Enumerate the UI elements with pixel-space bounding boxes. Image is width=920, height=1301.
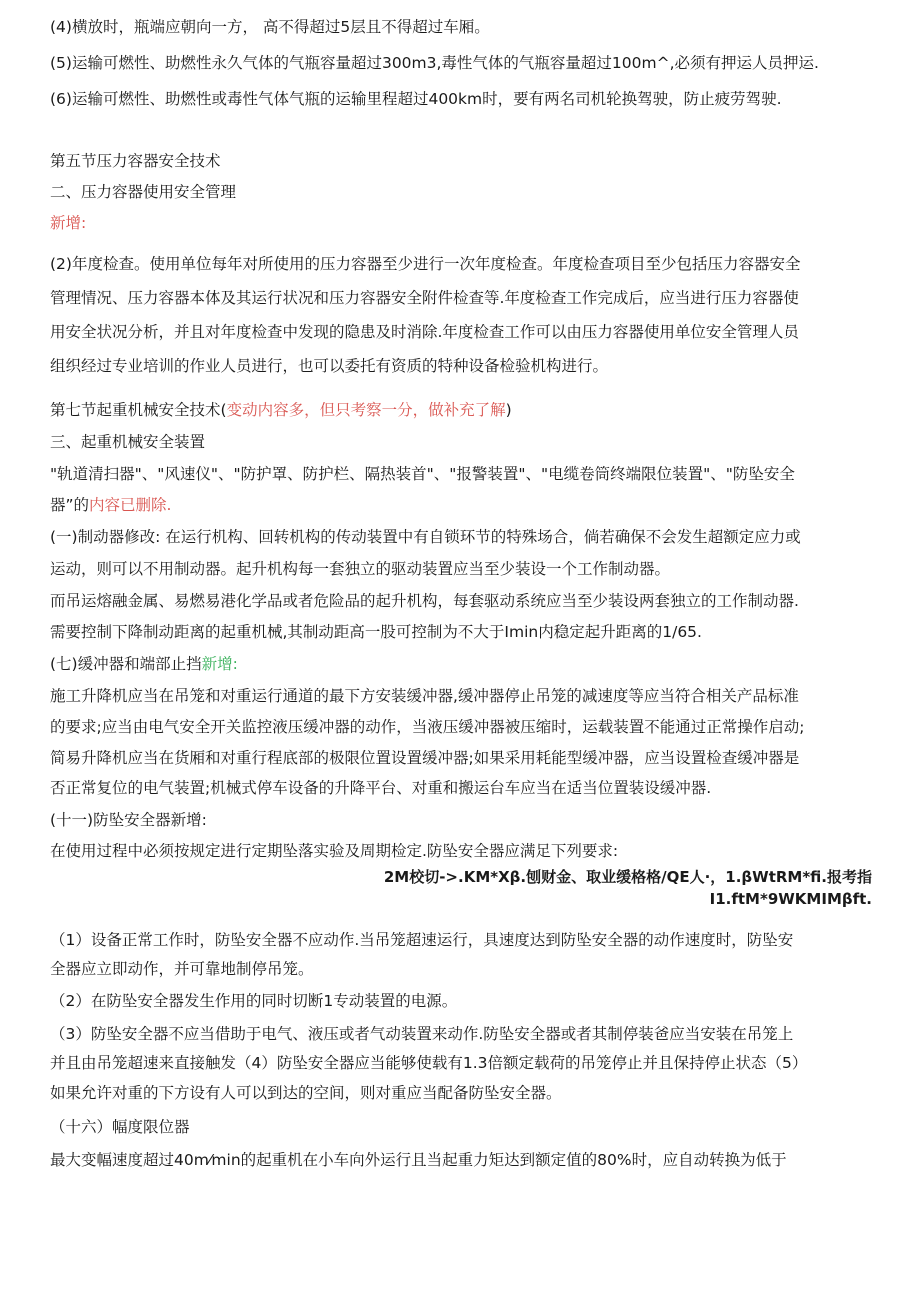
text-line: 用安全状况分析，并且对年度检查中发现的隐患及时消除.年度检查工作可以由压力容器使用单位安全管理人员 <box>50 323 799 341</box>
deleted-note: 内容已删除. <box>89 496 172 514</box>
text-line: 在使用过程中必须按规定进行定期坠落实验及周期检定.防坠安全器应满足下列要求: <box>50 842 619 860</box>
heading-paren: ) <box>505 401 512 419</box>
subsection-heading: （十六）幅度限位器 <box>50 1118 190 1136</box>
text-line: 并且由吊笼超速来直接触发（4）防坠安全器应当能够使载有1.3倍额定载荷的吊笼停止并且保持停止状态（5） <box>50 1054 808 1072</box>
text-line: 的要求;应当由电气安全开关监控液压缓冲器的动作，当液压缓冲器被压缩时，运载装置不能通过正常操作启动; <box>50 718 805 736</box>
new-tag: 新增: <box>50 214 87 232</box>
text-line: (6)运输可燃性、助燃性或毒性气体气瓶的运输里程超过400km时，要有两名司机轮换驾驶，防止疲劳驾驶. <box>50 90 782 108</box>
text-line: （3）防坠安全器不应当借助于电气、液压或者气动装置来动作.防坠安全器或者其制停装爸应当安装在吊笼上 <box>50 1025 794 1043</box>
heading-text: 第七节起重机械安全技术( <box>50 401 227 419</box>
garbled-line: 2M校切->.KM*Xβ.刨财金、取业缓格格/QE人·，1.βWtRM*fi.报考指 <box>383 868 872 886</box>
text-line: (一)制动器修改: 在运行机构、回转机构的传动装置中有自锁环节的特殊场合，倘若确保不会发生超额定应力或 <box>50 528 801 546</box>
text-line: 如果允许对重的下方设有人可以到达的空间，则对重应当配备防坠安全器。 <box>50 1084 562 1102</box>
text-line: (5)运输可燃性、助燃性永久气体的气瓶容量超过300m3,毒性气体的气瓶容量超过100m^,必须有押运人员押运. <box>50 54 819 72</box>
new-tag: 新增: <box>201 655 238 673</box>
text-line: "轨道清扫器"、"风速仪"、"防护罩、防护栏、隔热装首"、"报警装置"、"电缆卷筒终端限位装置"、"防坠安全 <box>50 465 795 483</box>
text-line: (4)横放时，瓶端应朝向一方， 高不得超过5层且不得超过车厢。 <box>50 18 490 36</box>
heading-note: 变动内容多，但只考察一分，做补充了解 <box>226 401 506 419</box>
text-span: (七)缓冲器和端部止挡 <box>50 655 202 673</box>
text-line: （1）设备正常工作时，防坠安全器不应动作.当吊笼超速运行，具速度达到防坠安全器的动作速度时，防坠安 <box>50 931 794 949</box>
section-heading <box>50 399 875 421</box>
text-line: 而吊运熔融金属、易燃易港化学品或者危险品的起升机构，每套驱动系统应当至少装设两套独立的工作制动器. <box>50 592 799 610</box>
subsection-heading: 二、压力容器使用安全管理 <box>50 183 237 201</box>
text-line: 管理情况、压力容器本体及其运行状况和压力容器安全附件检查等.年度检查工作完成后，应当进行压力容器使 <box>50 289 799 307</box>
garbled-line: I1.ftM*9WKMIMβft. <box>709 890 872 908</box>
section-heading: 第五节压力容器安全技术 <box>50 152 221 170</box>
text-line: 需要控制下降制动距离的起重机械,其制动距高一股可控制为不大于Imin内稳定起升距离的1/65. <box>50 623 702 641</box>
text-line: （2）在防坠安全器发生作用的同时切断1专动装置的电源。 <box>50 992 458 1010</box>
subsection-heading: 三、起重机械安全装置 <box>50 433 206 451</box>
text-line <box>50 653 875 675</box>
text-line <box>50 494 875 516</box>
text-line: 施工升降机应当在吊笼和对重运行通道的最下方安装缓冲器,缓冲器停止吊笼的减速度等应当符合相关产品标准 <box>50 687 799 705</box>
text-line: 组织经过专业培训的作业人员进行，也可以委托有资质的特种设备检验机构进行。 <box>50 357 609 375</box>
text-line: 全器应立即动作，并可靠地制停吊笼。 <box>50 960 314 978</box>
text-line: 简易升降机应当在货厢和对重行程底部的极限位置设置缓冲器;如果采用耗能型缓冲器，应当设置检查缓冲器是 <box>50 749 800 767</box>
text-line: 否正常复位的电气装置;机械式停车设备的升降平台、对重和搬运台车应当在适当位置装设缓冲器. <box>50 779 712 797</box>
text-line: 运动，则可以不用制动器。起升机构每一套独立的驱动装置应当至少装设一个工作制动器。 <box>50 560 671 578</box>
text-line: (十一)防坠安全器新增: <box>50 811 207 829</box>
text-line: (2)年度检查。使用单位每年对所使用的压力容器至少进行一次年度检查。年度检查项目至少包括压力容器安全 <box>50 255 801 273</box>
text-span: 器”的 <box>50 496 90 514</box>
text-line: 最大变幅速度超过40m⁄min的起重机在小车向外运行且当起重力矩达到额定值的80%时，应自动转换为低于 <box>50 1151 787 1169</box>
